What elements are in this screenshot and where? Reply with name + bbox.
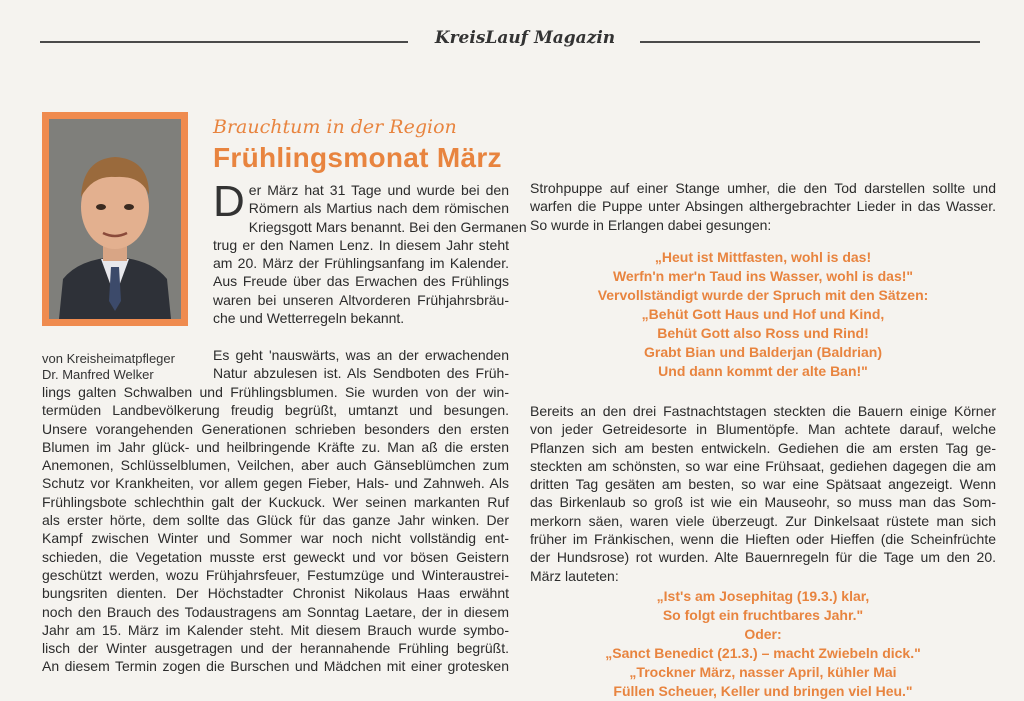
intro-line: trug er den Namen Lenz. In diesem Jahr steht (213, 236, 509, 253)
para2-line: Jahr am 15. März im Kalender steht. Mit diesem Brauch wurde symbo- (42, 621, 509, 638)
verse-line: Und dann kommt der alte Ban!" (658, 363, 868, 379)
verse-weather-rules (530, 587, 996, 701)
intro-line: waren bei unseren Altvorderen Frühjahrsbräu- (213, 291, 509, 308)
para2-line: Blumen im Jahr glück- und heilbringende Kräfte zu. Man aß die ersten (42, 438, 509, 455)
para2-line: lings galten Schwalben und Frühlingsblumen. Sie wurden von der win- (42, 384, 509, 400)
verse-line: Füllen Scheuer, Keller und bringen viel Heu." (613, 683, 913, 699)
verse-song (530, 248, 996, 381)
para2-line: schieden, die Vegetation musste erst geweckt und vor bösen Geistern (42, 548, 509, 565)
para2-line: Schutz vor Krankheiten, vor allem gegen Fieber, Hals- und Zahnweh. Als (42, 475, 509, 492)
para2-line: als erster hörte, dem sollte das Glück für das ganze Jahr winken. Der (42, 512, 509, 529)
verse-line: Werfn'n mer'n Taud ins Wasser, wohl is das!" (612, 268, 914, 284)
para2-line: geschützt werden, wozu Frühjahrsfeuer, Festumzüge und Winteraustrei- (42, 566, 509, 583)
verse-line: Oder: (744, 626, 782, 642)
verse-line: So folgt ein fruchtbares Jahr." (662, 607, 864, 623)
verse-line: „Heut ist Mittfasten, wohl is das! (654, 249, 872, 265)
verse-line: „Trockner März, nasser April, kühler Mai (629, 664, 897, 680)
intro-line: che und Wetterregeln bekannt. (213, 310, 405, 327)
article-title: Frühlingsmonat März (213, 142, 502, 173)
col2-line: Bereits an den drei Fastnachtstagen steckten die Bauern einige Körner (530, 403, 996, 419)
para2-line: Anemonen, Schlüsselblumen, Veilchen, aber auch Gänseblümchen zum (42, 457, 509, 474)
header-rule-right (640, 41, 980, 43)
intro-line: Aus Freude über das Erwachen des Frühlings (213, 273, 509, 290)
intro-line: Römern als Martius nach dem römischen (248, 200, 509, 217)
verse-line: „Behüt Gott Haus und Hof und Kind, (641, 306, 885, 322)
para2-line: lisch der Winter ausgetragen und der herannahende Frühling begrüßt. (42, 640, 509, 657)
col2-line: der Hundsrose) rot wurden. Alte Bauernregeln für die Tage um den 20. (530, 549, 996, 566)
header-rule-left (40, 41, 408, 43)
verse-line: Behüt Gott also Ross und Rind! (657, 325, 869, 341)
verse-line: Vervollständigt wurde der Spruch mit den Sätzen: (597, 287, 929, 303)
para2-line: termüden Landbevölkerung freudig begrüßt, umtanzt und besungen. (42, 402, 509, 419)
col2-line: Pflanzen sich am besten entwickeln. Gediehen die am ersten Tag ge- (530, 439, 996, 456)
intro-text: er März hat 31 Tage und wurde bei den (248, 182, 509, 198)
portrait-illustration (49, 119, 181, 319)
column-2-middle (530, 402, 996, 585)
intro-paragraph (213, 177, 527, 327)
col2-line: warfen die Puppe unter Absingen althergebrachter Lieder in das Wasser. (530, 198, 996, 215)
para2-line: Unsere vorangehenden Generationen schrieben besonders den ersten (42, 420, 509, 437)
magazine-title: KreisLauf Magazin (434, 28, 616, 48)
author-caption-line: von Kreisheimatpfleger (42, 351, 175, 366)
author-photo-frame (42, 112, 188, 326)
col2-line: Strohpuppe auf einer Stange umher, die den Tod darstellen sollte und (530, 180, 996, 196)
col2-line: von jeder Getreidesorte in Blumentöpfe. Man achtete darauf, welche (530, 421, 996, 438)
para2-line: An diesem Termin zogen die Burschen und Mädchen mit einer grotesken (42, 658, 509, 675)
paragraph-2-body (42, 383, 509, 676)
col2-line: früher im Fränkischen, wenn die Hieften oder Hieffen (die Scheinfrüchte (530, 531, 996, 548)
col2-line: So wurde in Erlangen dabei gesungen: (530, 216, 772, 233)
para2-line: Kampf zwischen Winter und Sommer war noch nicht vollständig ent- (42, 530, 509, 547)
para2-line: bungsriten dienten. Der Höchstadter Chronist Nikolaus Haas erwähnt (42, 585, 509, 602)
col2-line: März lauteten: (530, 567, 619, 584)
verse-line: „Sanct Benedict (21.3.) – macht Zwiebeln dick." (605, 645, 921, 661)
intro-line: Kriegsgott Mars benannt. Bei den Germanen (248, 218, 527, 235)
author-caption (42, 351, 175, 383)
col2-line: steckten am schönsten, so war eine Frühsaat, gediehen dagegen die am (530, 457, 996, 474)
col2-line: dritten Tag gesäten am besten, so war eine Spätsaat angezeigt. Wenn (530, 476, 996, 493)
verse-line: Grabt Bian und Balderjan (Baldrian) (643, 344, 883, 360)
column-2-top (530, 179, 996, 234)
author-caption-line: Dr. Manfred Welker (42, 367, 154, 382)
para2-line: noch den Brauch des Todaustragens am Sonntag Laetare, der in diesem (42, 603, 509, 620)
col2-line: merkorn säen, waren viele überzeugt. Zur Dinkelsaat rüstete man sich (530, 512, 996, 529)
drop-cap: D (213, 177, 245, 226)
para2-head-line: Es geht 'nauswärts, was an der erwachenden (213, 347, 509, 363)
article-kicker: Brauchtum in der Region (213, 116, 457, 138)
intro-line: am 20. März der Frühlingsanfang im Kalender. (213, 255, 509, 272)
para2-line: Frühlingsbote schlechthin galt der Kuckuck. Wer seinen markanten Ruf (42, 493, 509, 510)
col2-line: das Birkenlaub so groß ist wie ein Mauseohr, so muss man das Som- (530, 494, 996, 511)
paragraph-2-head (213, 346, 509, 383)
verse-line: „Ist's am Josephitag (19.3.) klar, (656, 588, 870, 604)
author-photo (49, 119, 181, 319)
para2-head-line: Natur abzulesen ist. Als Sendboten des Früh- (213, 365, 509, 382)
